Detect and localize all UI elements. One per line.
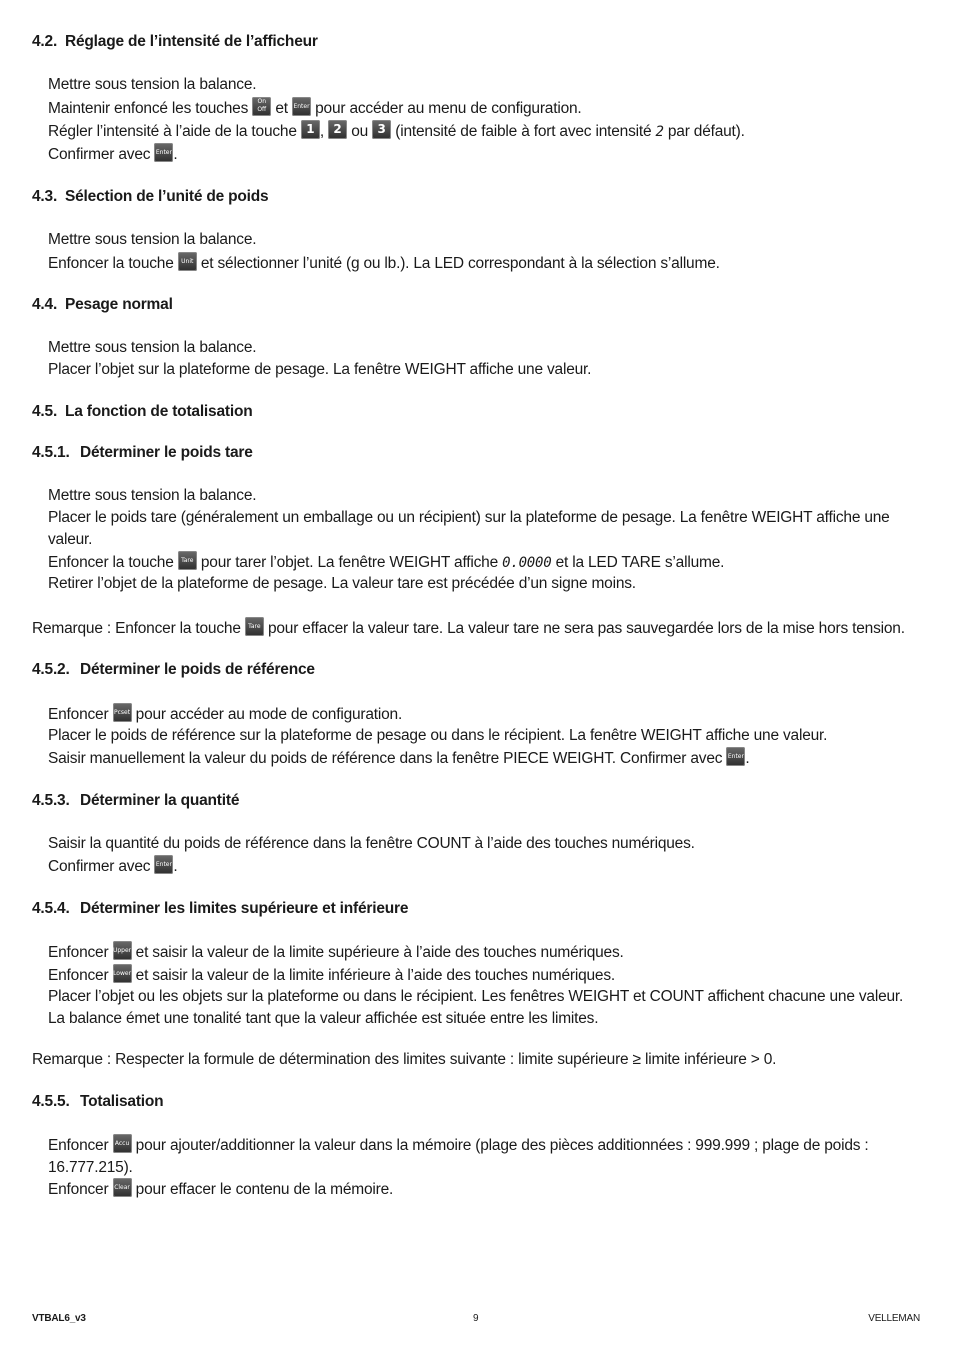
paragraph-line	[48, 986, 924, 1030]
section-title: La fonction de totalisation	[65, 403, 253, 420]
text: Remarque : Enfoncer la touche	[32, 620, 241, 637]
section-number: 4.5.2.	[32, 661, 70, 678]
section-heading-4-5-5	[32, 1093, 163, 1111]
text: Enfoncer la touche	[48, 554, 174, 571]
text: Saisir manuellement la valeur du poids de référence dans la fenêtre PIECE WEIGHT. Confirmer avec	[48, 750, 723, 767]
display-value: 2	[655, 124, 664, 140]
text: pour accéder au menu de configuration.	[315, 100, 582, 117]
section-heading-4-3	[32, 188, 268, 206]
paragraph-line	[48, 359, 924, 381]
unit-key-icon: Unit	[178, 252, 197, 271]
text: pour tarer l’objet. La fenêtre WEIGHT affiche	[200, 554, 499, 571]
paragraph-line	[48, 485, 924, 507]
text: Confirmer avec	[48, 146, 151, 163]
section-heading-4-5-3	[32, 792, 239, 810]
section-number: 4.5.	[32, 403, 58, 420]
footer-doc-code: VTBAL6_v3	[32, 1313, 86, 1324]
section-number: 4.4.	[32, 296, 58, 313]
text: Mettre sous tension la balance.	[48, 76, 257, 93]
text: et saisir la valeur de la limite supérieure à l’aide des touches numériques.	[135, 944, 624, 961]
text: Placer le poids tare (généralement un emballage ou un récipient) sur la plateforme de pesage. La fenêtre WEIGHT affiche une valeur.	[48, 509, 890, 548]
text: et saisir la valeur de la limite inférieure à l’aide des touches numériques.	[135, 967, 616, 984]
tare-key-icon: Tare	[245, 617, 264, 636]
paragraph-line	[48, 337, 924, 359]
lower-key-icon: Lower	[113, 964, 132, 983]
paragraph-line	[48, 941, 924, 964]
clear-key-icon: Clear	[113, 1178, 132, 1197]
section-number: 4.5.4.	[32, 900, 70, 917]
paragraph-line	[48, 703, 924, 726]
pcset-key-icon: Pcset	[113, 703, 132, 722]
section-heading-4-5-4	[32, 900, 408, 918]
section-title: Réglage de l’intensité de l’afficheur	[65, 33, 318, 50]
text: Mettre sous tension la balance.	[48, 487, 257, 504]
text: Mettre sous tension la balance.	[48, 231, 257, 248]
text: Enfoncer	[48, 1181, 109, 1198]
text: .	[745, 750, 750, 767]
text: (intensité de faible à fort avec intensité	[395, 123, 652, 140]
paragraph-line	[48, 573, 924, 595]
text: et sélectionner l’unité (g ou lb.). La LED correspondant à la sélection s’allume.	[200, 255, 720, 272]
paragraph-line	[48, 551, 924, 574]
text: .	[173, 146, 178, 163]
text: Placer le poids de référence sur la plateforme de pesage ou dans le récipient. La fenêtre WEIGHT affiche une valeur.	[48, 727, 828, 744]
section-heading-4-5-2	[32, 661, 315, 679]
section-number: 4.5.5.	[32, 1093, 70, 1110]
section-title: Déterminer le poids tare	[80, 444, 253, 461]
text: Régler l’intensité à l’aide de la touche	[48, 123, 297, 140]
paragraph-line	[48, 855, 924, 878]
paragraph-line	[48, 833, 924, 855]
section-title: Pesage normal	[65, 296, 173, 313]
section-heading-4-5	[32, 403, 253, 421]
text: .	[173, 858, 178, 875]
enter-key-icon: Enter	[726, 747, 745, 766]
enter-key-icon: Enter	[292, 97, 311, 116]
section-title: Déterminer le poids de référence	[80, 661, 315, 678]
text: par défaut).	[667, 123, 745, 140]
section-number: 4.5.3.	[32, 792, 70, 809]
text: Placer l’objet sur la plateforme de pesage. La fenêtre WEIGHT affiche une valeur.	[48, 361, 592, 378]
paragraph-line	[48, 120, 924, 143]
section-heading-4-5-1	[32, 444, 253, 462]
text: ou	[351, 123, 369, 140]
paragraph-line	[48, 97, 924, 120]
text: Enfoncer	[48, 944, 109, 961]
text: pour effacer la valeur tare. La valeur tare ne sera pas sauvegardée lors de la mise hors tension.	[267, 620, 905, 637]
text: Enfoncer la touche	[48, 255, 174, 272]
text: Placer l’objet ou les objets sur la plateforme ou dans le récipient. Les fenêtres WEIGHT et COUNT affichent chacune une valeur. La balance émet une tonalité tant que la valeur affichée est située entre les limites.	[48, 988, 904, 1027]
key-label: On	[257, 98, 267, 105]
key-3-icon: 3	[372, 120, 391, 139]
paragraph-line	[48, 252, 924, 275]
text: et	[275, 100, 288, 117]
paragraph-line	[48, 229, 924, 251]
section-title: Déterminer les limites supérieure et inférieure	[80, 900, 409, 917]
text: Enfoncer	[48, 706, 109, 723]
enter-key-icon: Enter	[154, 855, 173, 874]
section-heading-4-4	[32, 296, 173, 314]
section-number: 4.3.	[32, 188, 58, 205]
paragraph-line	[48, 1134, 924, 1179]
key-2-icon: 2	[328, 120, 347, 139]
text: Remarque : Respecter la formule de détermination des limites suivante : limite supérieure ≥ limite inférieure > 0.	[32, 1051, 777, 1068]
section-heading-4-2	[32, 33, 318, 51]
accu-key-icon: Accu	[113, 1134, 132, 1153]
footer-brand: VELLEMAN	[868, 1313, 920, 1324]
paragraph-line	[48, 725, 924, 747]
section-title: Sélection de l’unité de poids	[65, 188, 269, 205]
text: pour effacer le contenu de la mémoire.	[135, 1181, 394, 1198]
text: Enfoncer	[48, 967, 109, 984]
key-1-icon: 1	[301, 120, 320, 139]
text: pour accéder au mode de configuration.	[135, 706, 403, 723]
text: Confirmer avec	[48, 858, 151, 875]
text: Enfoncer	[48, 1137, 109, 1154]
section-number: 4.2.	[32, 33, 58, 50]
paragraph-line	[48, 143, 924, 166]
section-title: Déterminer la quantité	[80, 792, 240, 809]
paragraph-line	[48, 964, 924, 987]
text: ,	[319, 123, 324, 140]
text: Retirer l’objet de la plateforme de pesage. La valeur tare est précédée d’un signe moins.	[48, 575, 636, 592]
tare-key-icon: Tare	[178, 551, 197, 570]
section-number: 4.5.1.	[32, 444, 70, 461]
remark-line	[32, 1049, 776, 1071]
text: Saisir la quantité du poids de référence dans la fenêtre COUNT à l’aide des touches numériques.	[48, 835, 695, 852]
text: et la LED TARE s’allume.	[555, 554, 725, 571]
paragraph-line	[48, 74, 924, 96]
display-value: 0.0000	[502, 555, 552, 571]
on-off-key-icon	[252, 97, 271, 116]
paragraph-line	[48, 507, 924, 551]
section-title: Totalisation	[80, 1093, 164, 1110]
text: Mettre sous tension la balance.	[48, 339, 257, 356]
paragraph-line	[48, 1178, 924, 1201]
text: Maintenir enfoncé les touches	[48, 100, 249, 117]
page-number: 9	[473, 1313, 479, 1324]
text: pour ajouter/additionner la valeur dans la mémoire (plage des pièces additionnées : 999.999 ; plage de poids : 16.777.215).	[48, 1137, 869, 1176]
upper-key-icon: Upper	[113, 941, 132, 960]
enter-key-icon: Enter	[154, 143, 173, 162]
paragraph-line	[48, 747, 924, 770]
key-label: Off	[257, 106, 267, 113]
remark-line	[32, 617, 905, 640]
